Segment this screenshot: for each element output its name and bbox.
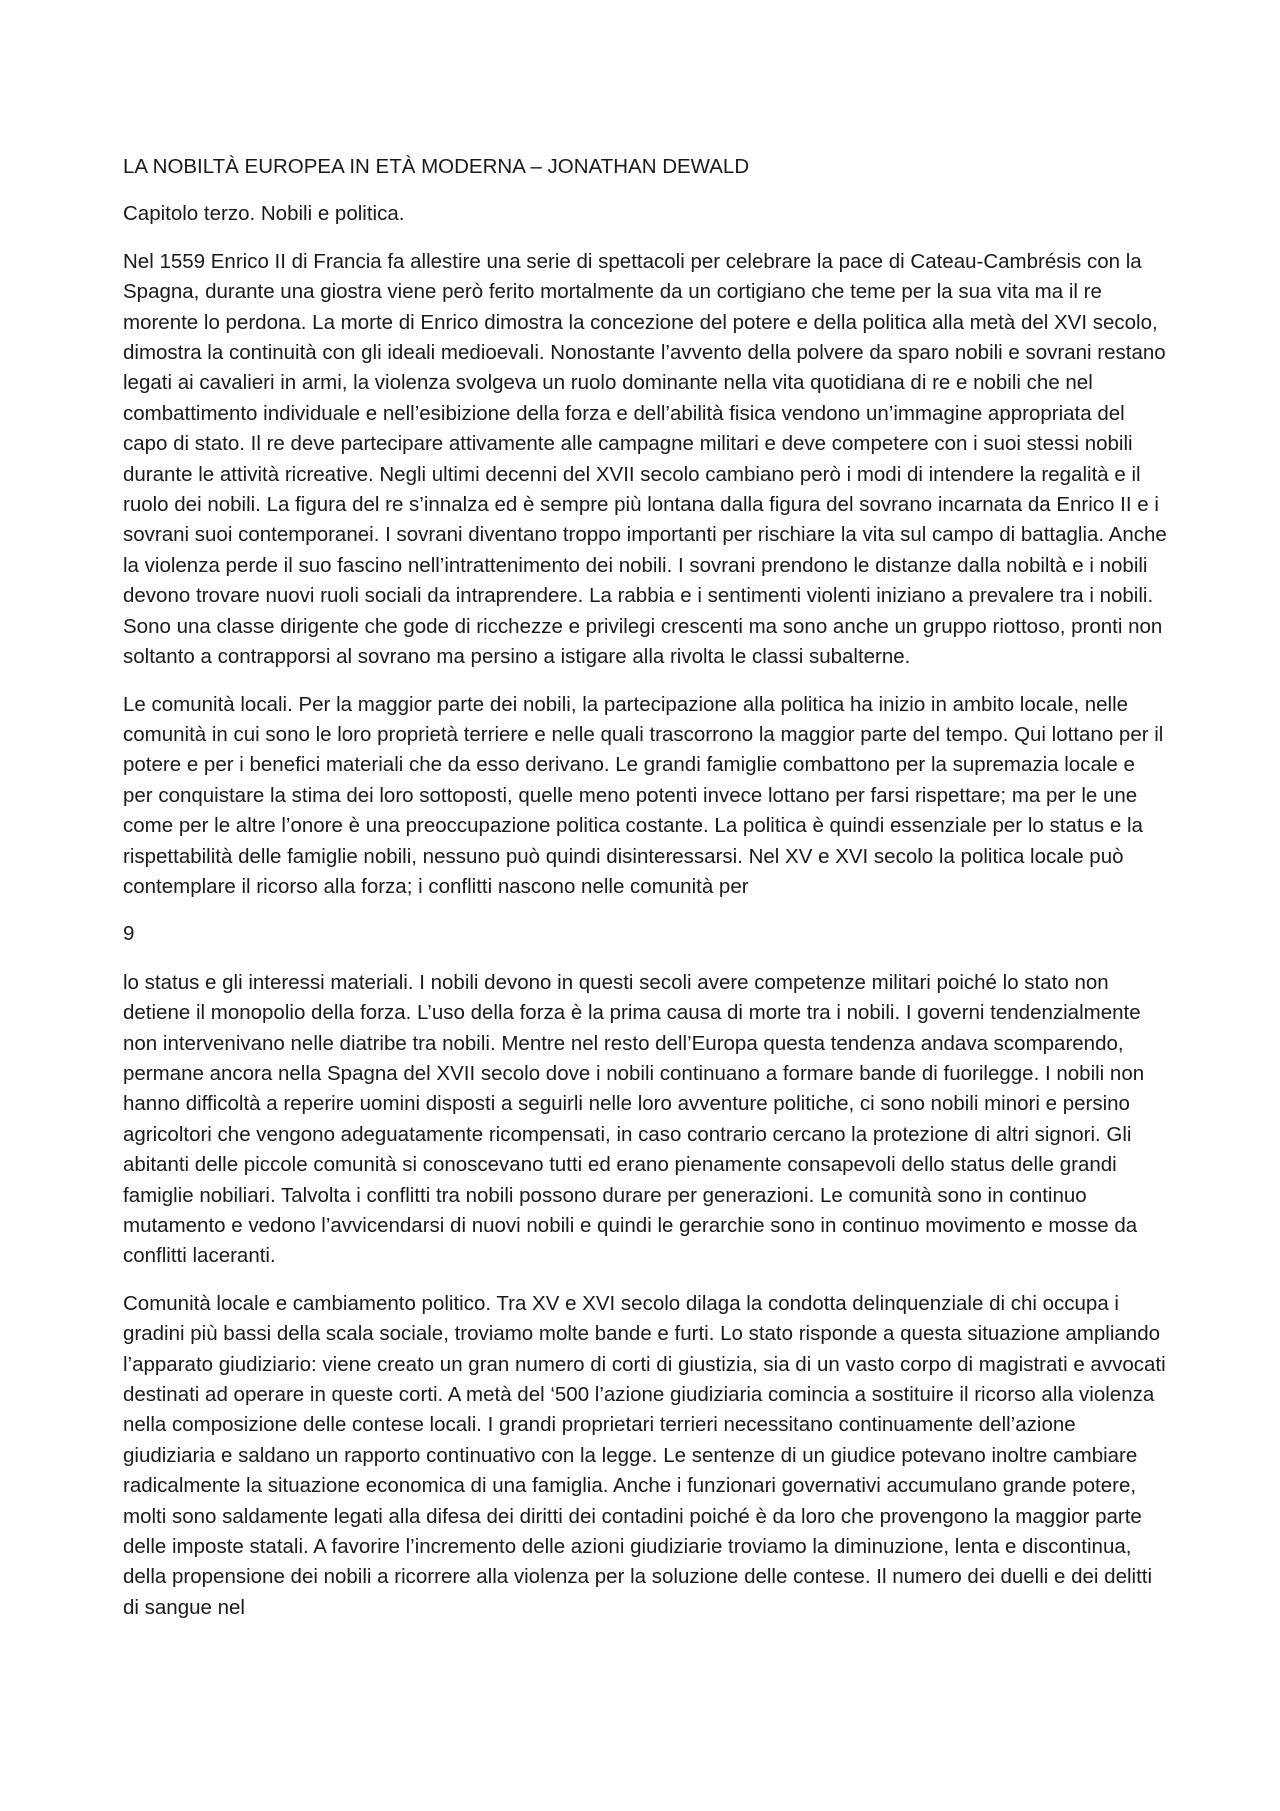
paragraph-intro-henry-ii: Nel 1559 Enrico II di Francia fa allestire una serie di spettacoli per celebrare la pace di Cateau-Cambrésis con la Spagna, durante una giostra viene però ferito mortalmente da un cortigiano che teme per la sua vita ma il re morente lo perdona. La morte di Enrico dimostra la concezione del potere e della politica alla metà del XVI secolo, dimostra la continuità con gli ideali medioevali. Nonostante l’avvento della polvere da sparo nobili e sovrani restano legati ai cavalieri in armi, la violenza svolgeva un ruolo dominante nella vita quotidiana di re e nobili che nel combattimento individuale e nell’esibizione della forza e dell’abilità fisica vendono un’immagine appropriata del capo di stato. Il re deve partecipare attivamente alle campagne militari e deve competere con i suoi stessi nobili durante le attività ricreative. Negli ultimi decenni del XVII secolo cambiano però i modi di intendere la regalità e il ruolo dei nobili. La figura del re s’innalza ed è sempre più lontana dalla figura del sovrano incarnata da Enrico II e i sovrani suoi contemporanei. I sovrani diventano troppo importanti per rischiare la vita sul campo di battaglia. Anche la violenza perde il suo fascino nell’intrattenimento dei nobili. I sovrani prendono le distanze dalla nobiltà e i nobili devono trovare nuovi ruoli sociali da intraprendere. La rabbia e i sentimenti violenti iniziano a prevalere tra i nobili. Sono una classe dirigente che gode di ricchezze e privilegi crescenti ma sono anche un gruppo riottoso, pronti non soltanto a contrapporsi al sovrano ma persino a istigare alla rivolta le classi subalterne.: [123, 249, 1167, 669]
chapter-heading: Capitolo terzo. Nobili e politica.: [123, 202, 405, 226]
paragraph-political-change: Comunità locale e cambiamento politico. Tra XV e XVI secolo dilaga la condotta delinquenziale di chi occupa i gradini più bassi della scala sociale, troviamo molte bande e furti. Lo stato risponde a questa situazione ampliando l’apparato giudiziario: viene creato un gran numero di corti di giustizia, sia di un vasto corpo di magistrati e avvocati destinati ad operare in queste corti. A metà del ‘500 l’azione giudiziaria comincia a sostituire il ricorso alla violenza nella composizione delle contese locali. I grandi proprietari terrieri necessitano continuamente dell’azione giudiziaria e saldano un rapporto continuativo con la legge. Le sentenze di un giudice potevano inoltre cambiare radicalmente la situazione economica di una famiglia. Anche i funzionari governativi accumulano grande potere, molti sono saldamente legati alla difesa dei diritti dei contadini poiché è da loro che provengono la maggior parte delle imposte statali. A favorire l’incremento delle azioni giudiziarie troviamo la diminuzione, lenta e discontinua, della propensione dei nobili a ricorrere alla violenza per la soluzione delle contese. Il numero dei duelli e dei delitti di sangue nel: [123, 1291, 1166, 1619]
page-number: 9: [123, 922, 135, 946]
paragraph-local-communities: Le comunità locali. Per la maggior parte dei nobili, la partecipazione alla politica ha inizio in ambito locale, nelle comunità in cui sono le loro proprietà terriere e nelle quali trascorrono la maggior parte del tempo. Qui lottano per il potere e per i benefici materiali che da esso derivano. Le grandi famiglie combattono per la supremazia locale e per conquistare la stima dei loro sottoposti, quelle meno potenti invece lottano per farsi rispettare; ma per le une come per le altre l’onore è una preoccupazione politica costante. La politica è quindi essenziale per lo status e la rispettabilità delle famiglie nobili, nessuno può quindi disinteressarsi. Nel XV e XVI secolo la politica locale può contemplare il ricorso alla forza; i conflitti nascono nelle comunità per: [123, 692, 1164, 898]
document-page: [123, 152, 1168, 1640]
paragraph-status-and-force: lo status e gli interessi materiali. I nobili devono in questi secoli avere competenze militari poiché lo stato non detiene il monopolio della forza. L’uso della forza è la prima causa di morte tra i nobili. I governi tendenzialmente non intervenivano nelle diatribe tra nobili. Mentre nel resto dell’Europa questa tendenza andava scomparendo, permane ancora nella Spagna del XVII secolo dove i nobili continuano a formare bande di fuorilegge. I nobili non hanno difficoltà a reperire uomini disposti a seguirli nelle loro avventure politiche, ci sono nobili minori e persino agricoltori che vengono adeguatamente ricompensati, in caso contrario cercano la protezione di altri signori. Gli abitanti delle piccole comunità si conoscevano tutti ed erano pienamente consapevoli dello status delle grandi famiglie nobiliari. Talvolta i conflitti tra nobili possono durare per generazioni. Le comunità sono in continuo mutamento e vedono l’avvicendarsi di nuovi nobili e quindi le gerarchie sono in continuo movimento e mosse da conflitti laceranti.: [123, 970, 1145, 1268]
document-title: LA NOBILTÀ EUROPEA IN ETÀ MODERNA – JONATHAN DEWALD: [123, 155, 750, 178]
